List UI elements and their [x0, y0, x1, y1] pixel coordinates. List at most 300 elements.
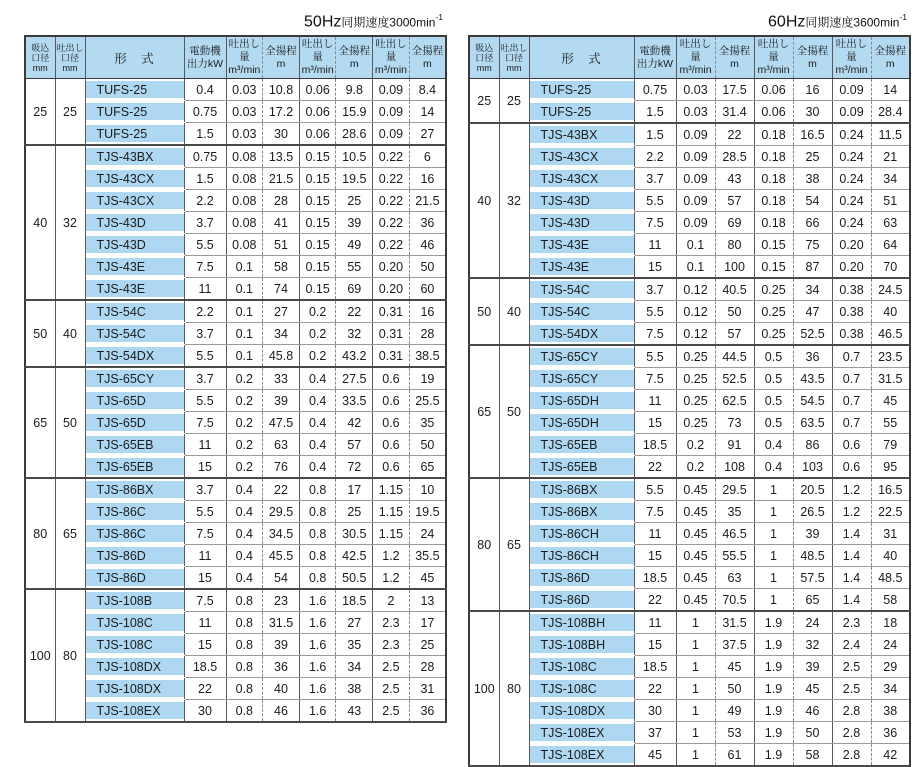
- flow-cell: 0.06: [299, 101, 336, 123]
- model-cell: TJS-54C: [85, 300, 184, 323]
- head-cell: 19.5: [336, 168, 373, 190]
- head-cell: 63: [871, 212, 910, 234]
- discharge-diameter-cell: 80: [55, 589, 85, 722]
- head-cell: 58: [263, 256, 300, 278]
- flow-cell: 0.4: [299, 367, 336, 390]
- head-cell: 25: [793, 146, 832, 168]
- flow-cell: 1.9: [754, 678, 793, 700]
- model-cell: TJS-108DX: [529, 700, 634, 722]
- model-cell: TUFS-25: [529, 101, 634, 124]
- head-cell: 43: [336, 700, 373, 723]
- model-cell: TJS-86D: [85, 567, 184, 590]
- suction-diameter-cell: 100: [469, 611, 499, 766]
- head-cell: 58: [793, 744, 832, 767]
- head-cell: 51: [263, 234, 300, 256]
- flow-cell: 0.08: [226, 212, 263, 234]
- flow-cell: 0.1: [226, 300, 263, 323]
- flow-cell: 1.6: [299, 589, 336, 612]
- flow-cell: 0.2: [226, 412, 263, 434]
- head-cell: 44.5: [715, 345, 754, 368]
- head-cell: 15.9: [336, 101, 373, 123]
- col-header-motor-output-text: 出力kW: [186, 57, 224, 70]
- model-cell: TJS-54DX: [85, 345, 184, 368]
- table-row: [469, 323, 910, 346]
- flow-cell: 1.9: [754, 722, 793, 744]
- head-cell: 28: [409, 656, 446, 678]
- flow-cell: 0.8: [299, 523, 336, 545]
- flow-cell: 0.15: [299, 234, 336, 256]
- table-row: [25, 323, 446, 345]
- head-cell: 50: [715, 678, 754, 700]
- flow-cell: 2.5: [373, 678, 410, 700]
- flow-cell: 0.25: [676, 345, 715, 368]
- flow-cell: 1.2: [373, 545, 410, 567]
- table-row: [25, 412, 446, 434]
- head-cell: 55.5: [715, 545, 754, 567]
- motor-output-cell: 1.5: [634, 123, 676, 146]
- head-cell: 75: [793, 234, 832, 256]
- flow-cell: 2.3: [373, 634, 410, 656]
- table-row: [25, 390, 446, 412]
- col-header-flow-text: m³/min: [228, 64, 261, 77]
- col-header-total-head: [715, 36, 754, 79]
- head-cell: 41: [263, 212, 300, 234]
- flow-cell: 1: [676, 722, 715, 744]
- motor-output-cell: 11: [634, 234, 676, 256]
- table-row: [469, 101, 910, 124]
- flow-cell: 0.5: [754, 368, 793, 390]
- table-block-50hz: [24, 12, 447, 723]
- head-cell: 22: [263, 478, 300, 501]
- head-cell: 34: [336, 656, 373, 678]
- flow-cell: 1.15: [373, 501, 410, 523]
- head-cell: 24: [409, 523, 446, 545]
- table-row: [469, 456, 910, 479]
- flow-cell: 2.5: [373, 656, 410, 678]
- model-cell: TJS-108BH: [529, 611, 634, 634]
- head-cell: 34: [263, 323, 300, 345]
- motor-output-cell: 0.4: [184, 79, 226, 101]
- discharge-diameter-cell: 50: [499, 345, 529, 478]
- head-cell: 30: [793, 101, 832, 124]
- head-cell: 36: [409, 212, 446, 234]
- head-cell: 27.5: [336, 367, 373, 390]
- motor-output-cell: 1.5: [184, 168, 226, 190]
- head-cell: 108: [715, 456, 754, 479]
- motor-output-cell: 18.5: [634, 656, 676, 678]
- table-row: [469, 79, 910, 101]
- head-cell: 43: [715, 168, 754, 190]
- head-cell: 54: [793, 190, 832, 212]
- head-cell: 49: [715, 700, 754, 722]
- table-row: [469, 412, 910, 434]
- head-cell: 34: [793, 278, 832, 301]
- head-cell: 42: [336, 412, 373, 434]
- model-cell: TJS-108EX: [529, 744, 634, 767]
- flow-cell: 0.18: [754, 168, 793, 190]
- flow-cell: 1: [676, 634, 715, 656]
- col-header-total-head-text: m: [730, 57, 739, 70]
- unit-label: min: [880, 15, 900, 30]
- flow-cell: 0.6: [832, 456, 871, 479]
- flow-cell: 0.4: [299, 456, 336, 479]
- head-cell: 21.5: [409, 190, 446, 212]
- motor-output-cell: 5.5: [184, 345, 226, 368]
- flow-cell: 0.2: [299, 345, 336, 368]
- head-cell: 24.5: [871, 278, 910, 301]
- flow-cell: 0.45: [676, 567, 715, 589]
- discharge-diameter-cell: 32: [499, 123, 529, 278]
- flow-cell: 0.31: [373, 300, 410, 323]
- col-header-total-head: [336, 36, 373, 79]
- flow-cell: 1.4: [832, 523, 871, 545]
- head-cell: 46.5: [715, 523, 754, 545]
- motor-output-cell: 0.75: [634, 79, 676, 101]
- flow-cell: 0.09: [676, 123, 715, 146]
- head-cell: 50.5: [336, 567, 373, 590]
- head-cell: 13: [409, 589, 446, 612]
- table-row: [469, 478, 910, 501]
- flow-cell: 0.15: [299, 190, 336, 212]
- flow-cell: 1.6: [299, 634, 336, 656]
- flow-cell: 1.9: [754, 634, 793, 656]
- flow-cell: 1.6: [299, 678, 336, 700]
- flow-cell: 2: [373, 589, 410, 612]
- motor-output-cell: 3.7: [634, 278, 676, 301]
- suction-diameter-cell: 65: [469, 345, 499, 478]
- model-cell: TJS-65D: [85, 390, 184, 412]
- motor-output-cell: 11: [184, 278, 226, 301]
- col-header-total-head: [793, 36, 832, 79]
- table-row: [469, 722, 910, 744]
- model-cell: TJS-43D: [85, 212, 184, 234]
- head-cell: 79: [871, 434, 910, 456]
- flow-cell: 0.08: [226, 190, 263, 212]
- table-row: [469, 523, 910, 545]
- flow-cell: 0.15: [754, 234, 793, 256]
- col-header-suction-diameter-text: mm: [32, 62, 48, 73]
- head-cell: 25: [336, 190, 373, 212]
- col-header-flow-text: 吐出し量: [835, 38, 868, 64]
- motor-output-cell: 5.5: [184, 501, 226, 523]
- col-header-discharge-diameter: [499, 36, 529, 79]
- col-header-suction-diameter-text: 吸込: [31, 42, 50, 53]
- col-header-model: [85, 36, 184, 79]
- col-header-discharge-diameter-text: mm: [62, 62, 78, 73]
- col-header-total-head-text: m: [885, 57, 895, 70]
- flow-cell: 0.31: [373, 323, 410, 345]
- head-cell: 18.5: [336, 589, 373, 612]
- model-cell: TJS-65EB: [529, 456, 634, 479]
- head-cell: 25.5: [409, 390, 446, 412]
- model-cell: TJS-65EB: [529, 434, 634, 456]
- head-cell: 16.5: [793, 123, 832, 146]
- motor-output-cell: 2.2: [184, 300, 226, 323]
- flow-cell: 0.09: [373, 123, 410, 146]
- motor-output-cell: 11: [634, 523, 676, 545]
- table-row: [469, 611, 910, 634]
- flow-cell: 0.24: [832, 168, 871, 190]
- motor-output-cell: 15: [634, 412, 676, 434]
- head-cell: 34: [871, 168, 910, 190]
- model-cell: TJS-43BX: [529, 123, 634, 146]
- head-cell: 103: [793, 456, 832, 479]
- flow-cell: 0.4: [226, 523, 263, 545]
- flow-cell: 0.09: [676, 190, 715, 212]
- flow-cell: 0.1: [226, 323, 263, 345]
- motor-output-cell: 15: [634, 256, 676, 279]
- model-cell: TJS-86CH: [529, 545, 634, 567]
- motor-output-cell: 3.7: [184, 323, 226, 345]
- model-cell: TJS-65CY: [529, 345, 634, 368]
- flow-cell: 1.4: [832, 589, 871, 612]
- col-header-total-head-text: m: [808, 57, 817, 70]
- head-cell: 17.2: [263, 101, 300, 123]
- table-block-60hz: [468, 12, 911, 767]
- model-cell: TJS-108C: [529, 656, 634, 678]
- table-row: [25, 700, 446, 723]
- flow-cell: 0.8: [299, 501, 336, 523]
- col-header-total-head-text: 全揚程: [265, 44, 297, 57]
- flow-cell: 0.25: [676, 412, 715, 434]
- sync-speed-label: 同期速度3000: [341, 15, 417, 30]
- motor-output-cell: 11: [184, 434, 226, 456]
- head-cell: 35: [336, 634, 373, 656]
- head-cell: 31.5: [871, 368, 910, 390]
- head-cell: 48.5: [871, 567, 910, 589]
- col-header-discharge-diameter: [55, 36, 85, 79]
- motor-output-cell: 5.5: [634, 190, 676, 212]
- model-cell: TJS-43E: [529, 234, 634, 256]
- flow-cell: 0.2: [676, 434, 715, 456]
- flow-cell: 1: [676, 744, 715, 767]
- head-cell: 39: [336, 212, 373, 234]
- head-cell: 38: [871, 700, 910, 722]
- flow-cell: 0.15: [299, 256, 336, 278]
- model-cell: TJS-65D: [85, 412, 184, 434]
- discharge-diameter-cell: 50: [55, 367, 85, 478]
- head-cell: 34.5: [263, 523, 300, 545]
- head-cell: 19.5: [409, 501, 446, 523]
- table-row: [469, 545, 910, 567]
- flow-cell: 0.09: [676, 168, 715, 190]
- flow-cell: 0.09: [832, 101, 871, 124]
- head-cell: 23: [263, 589, 300, 612]
- flow-cell: 0.4: [299, 390, 336, 412]
- head-cell: 28.6: [336, 123, 373, 146]
- table-row: [469, 656, 910, 678]
- motor-output-cell: 11: [184, 612, 226, 634]
- flow-cell: 0.7: [832, 390, 871, 412]
- head-cell: 16.5: [871, 478, 910, 501]
- flow-cell: 1.2: [373, 567, 410, 590]
- model-cell: TJS-43BX: [85, 145, 184, 168]
- model-cell: TJS-86C: [85, 501, 184, 523]
- head-cell: 29.5: [263, 501, 300, 523]
- table-row: [25, 300, 446, 323]
- col-header-flow-text: m³/min: [374, 64, 407, 77]
- flow-cell: 0.20: [832, 256, 871, 279]
- table-row: [25, 278, 446, 301]
- flow-cell: 0.7: [832, 345, 871, 368]
- flow-cell: 0.4: [226, 545, 263, 567]
- head-cell: 40: [871, 301, 910, 323]
- head-cell: 51: [871, 190, 910, 212]
- table-row: [469, 678, 910, 700]
- head-cell: 27: [336, 612, 373, 634]
- flow-cell: 1: [754, 501, 793, 523]
- col-header-flow: [226, 36, 263, 79]
- pump-table-50hz: [24, 35, 447, 723]
- motor-output-cell: 18.5: [184, 656, 226, 678]
- head-cell: 47: [793, 301, 832, 323]
- col-header-motor-output-text: 電動機: [639, 44, 671, 57]
- col-header-discharge-diameter-text: mm: [506, 62, 522, 73]
- head-cell: 55: [336, 256, 373, 278]
- col-header-flow-text: 吐出し量: [679, 38, 712, 64]
- model-cell: TUFS-25: [85, 123, 184, 146]
- flow-cell: 0.1: [676, 234, 715, 256]
- flow-cell: 1.4: [832, 567, 871, 589]
- flow-cell: 0.22: [373, 145, 410, 168]
- flow-cell: 0.22: [373, 168, 410, 190]
- flow-cell: 0.6: [373, 456, 410, 479]
- sync-speed-label: 同期速度3600: [805, 15, 881, 30]
- model-cell: TJS-86BX: [529, 478, 634, 501]
- head-cell: 55: [871, 412, 910, 434]
- flow-cell: 0.8: [226, 589, 263, 612]
- motor-output-cell: 3.7: [634, 168, 676, 190]
- flow-cell: 1.15: [373, 478, 410, 501]
- flow-cell: 0.38: [832, 301, 871, 323]
- flow-cell: 0.8: [226, 612, 263, 634]
- table-row: [25, 434, 446, 456]
- head-cell: 38.5: [409, 345, 446, 368]
- col-header-total-head: [409, 36, 446, 79]
- motor-output-cell: 15: [184, 456, 226, 479]
- head-cell: 35: [715, 501, 754, 523]
- col-header-discharge-diameter-text: 口径: [60, 52, 79, 63]
- flow-cell: 0.20: [373, 278, 410, 301]
- head-cell: 24: [871, 634, 910, 656]
- table-row: [25, 567, 446, 590]
- motor-output-cell: 7.5: [634, 501, 676, 523]
- model-cell: TJS-86D: [529, 589, 634, 612]
- suction-diameter-cell: 40: [469, 123, 499, 278]
- flow-cell: 0.09: [676, 212, 715, 234]
- table-row: [469, 168, 910, 190]
- head-cell: 57: [336, 434, 373, 456]
- col-header-suction-diameter: [469, 36, 499, 79]
- head-cell: 46.5: [871, 323, 910, 346]
- table-row: [469, 212, 910, 234]
- flow-cell: 0.6: [373, 412, 410, 434]
- col-header-flow: [299, 36, 336, 79]
- head-cell: 26.5: [793, 501, 832, 523]
- motor-output-cell: 5.5: [184, 390, 226, 412]
- flow-cell: 2.3: [832, 611, 871, 634]
- head-cell: 27: [409, 123, 446, 146]
- head-cell: 48.5: [793, 545, 832, 567]
- col-header-flow-text: 吐出し量: [228, 38, 261, 64]
- flow-cell: 0.24: [832, 146, 871, 168]
- discharge-diameter-cell: 25: [55, 79, 85, 146]
- table-row: [469, 146, 910, 168]
- flow-cell: 1.9: [754, 611, 793, 634]
- flow-cell: 1: [754, 567, 793, 589]
- col-header-total-head-text: m: [423, 57, 432, 70]
- head-cell: 43.2: [336, 345, 373, 368]
- head-cell: 87: [793, 256, 832, 279]
- head-cell: 22.5: [871, 501, 910, 523]
- flow-cell: 0.8: [299, 567, 336, 590]
- flow-cell: 1.4: [832, 545, 871, 567]
- head-cell: 10.8: [263, 79, 300, 101]
- header-row: [469, 36, 910, 79]
- col-header-suction-diameter: [25, 36, 55, 79]
- head-cell: 54.5: [793, 390, 832, 412]
- flow-cell: 0.6: [832, 434, 871, 456]
- model-cell: TJS-86CH: [529, 523, 634, 545]
- head-cell: 32: [793, 634, 832, 656]
- head-cell: 21: [871, 146, 910, 168]
- col-header-flow-text: m³/min: [679, 64, 712, 77]
- model-cell: TJS-43CX: [529, 168, 634, 190]
- motor-output-cell: 11: [184, 545, 226, 567]
- head-cell: 16: [409, 168, 446, 190]
- flow-cell: 0.18: [754, 190, 793, 212]
- flow-cell: 0.18: [754, 123, 793, 146]
- model-cell: TJS-54DX: [529, 323, 634, 346]
- col-header-model-text: 形 式: [561, 51, 602, 66]
- head-cell: 35: [409, 412, 446, 434]
- col-header-total-head-text: 全揚程: [718, 44, 751, 57]
- motor-output-cell: 2.2: [184, 190, 226, 212]
- flow-cell: 0.1: [226, 278, 263, 301]
- head-cell: 37.5: [715, 634, 754, 656]
- table-row: [25, 523, 446, 545]
- table-row: [25, 478, 446, 501]
- flow-cell: 0.25: [754, 323, 793, 346]
- motor-output-cell: 18.5: [634, 434, 676, 456]
- head-cell: 40: [263, 678, 300, 700]
- col-header-discharge-diameter-text: 口径: [504, 52, 523, 63]
- flow-cell: 1: [754, 478, 793, 501]
- col-header-motor-output-text: 電動機: [189, 44, 221, 57]
- head-cell: 16: [409, 300, 446, 323]
- table-row: [469, 190, 910, 212]
- head-cell: 86: [793, 434, 832, 456]
- motor-output-cell: 3.7: [184, 212, 226, 234]
- table-row: [25, 190, 446, 212]
- flow-cell: 0.08: [226, 145, 263, 168]
- head-cell: 70: [871, 256, 910, 279]
- table-row: [469, 234, 910, 256]
- flow-cell: 2.5: [832, 678, 871, 700]
- head-cell: 10.5: [336, 145, 373, 168]
- head-cell: 17: [409, 612, 446, 634]
- flow-cell: 0.4: [226, 478, 263, 501]
- head-cell: 38: [793, 168, 832, 190]
- col-header-motor-output: [634, 36, 676, 79]
- col-header-flow-text: 吐出し量: [375, 38, 407, 64]
- head-cell: 40: [871, 545, 910, 567]
- table-row: [469, 434, 910, 456]
- head-cell: 62.5: [715, 390, 754, 412]
- head-cell: 49: [336, 234, 373, 256]
- head-cell: 42: [871, 744, 910, 767]
- col-header-suction-diameter-text: mm: [476, 62, 492, 73]
